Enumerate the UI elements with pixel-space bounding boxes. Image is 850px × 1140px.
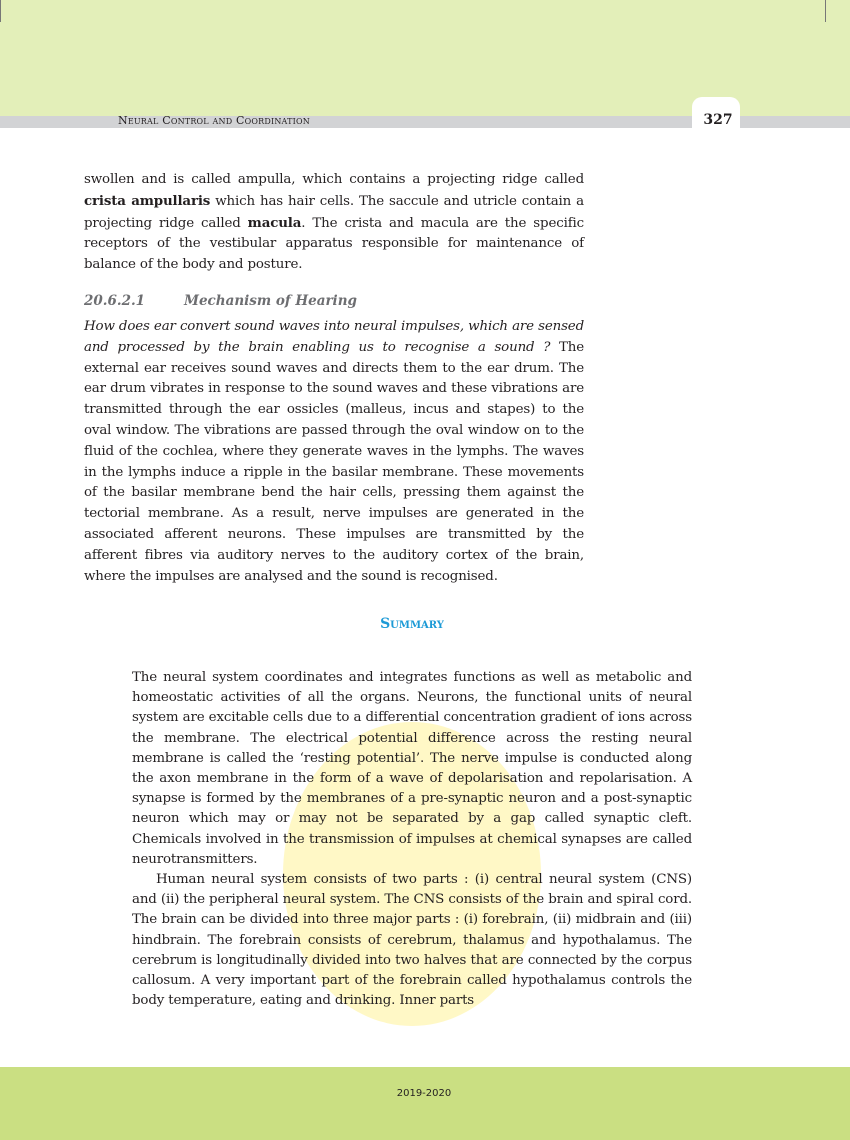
summary-text [132, 668, 692, 1011]
body-paragraph: swollen and is called ampulla, which contains a projecting ridge called crista ampullaris which has hair cells. The saccule and utricle contain a projecting ridge called macula. The crista and macula are the specific receptors of the vestibular apparatus responsible for maintenance of balance of the body and posture. [84, 172, 584, 273]
crop-mark [0, 0, 1, 22]
crop-mark [825, 0, 826, 22]
footer-year: 2019-2020 [396, 1088, 452, 1099]
term-crista-ampullaris: crista ampullaris [84, 192, 211, 209]
page-number: 327 [703, 112, 733, 128]
hearing-paragraph: How does ear convert sound waves into neural impulses, which are sensed and processed by the brain enabling us to recognise a sound ? The external ear receives sound waves and directs them to the ear drum. The ear drum vibrates in response to the sound waves and these vibrations are transmitted through the ear ossicles (malleus, incus and stapes) to the oval window. The vibrations are passed through the oval window on to the fluid of the cochlea, where they generate waves in the lymphs. The waves in the lymphs induce a ripple in the basilar membrane. These movements of the basilar membrane bend the hair cells, pressing them against the tectorial membrane. As a result, nerve impulses are generated in the associated afferent neurons. These impulses are transmitted by the afferent fibres via auditory nerves to the auditory cortex of the brain, where the impulses are analysed and the sound is recognised. [84, 319, 584, 584]
subsection-number: 20.6.2.1 [84, 293, 146, 309]
subsection-title: Mechanism of Hearing [184, 293, 357, 309]
summary-heading: Summary [380, 616, 444, 632]
summary-paragraph-2: Human neural system consists of two parts : (i) central neural system (CNS) and (ii) the peripheral neural system. The CNS consists of the brain and spiral cord. The brain can be divided into three major parts : (i) forebrain, (ii) midbrain and (iii) hindbrain. The forebrain consists of cerebrum, thalamus and hypothalamus. The cerebrum is longitudinally divided into two halves that are connected by the corpus callosum. A very important part of the forebrain called hypothalamus controls the body temperature, eating and drinking. Inner parts [132, 872, 692, 1009]
subsection-heading [84, 291, 584, 311]
question-text: How does ear convert sound waves into neural impulses, which are sensed and processed by the brain enabling us to recognise a sound ? [84, 319, 584, 355]
chapter-title: Neural Control and Coordination [118, 114, 310, 127]
term-macula: macula [247, 214, 302, 231]
summary-paragraph-1: The neural system coordinates and integrates functions as well as metabolic and homeostatic activities of all the organs. Neurons, the functional units of neural system are excitable cells due to a differential concentration gradient of ions across the membrane. The electrical potential difference across the resting neural membrane is called the ‘resting potential’. The nerve impulse is conducted along the axon membrane in the form of a wave of depolarisation and repolarisation. A synapse is formed by the membranes of a pre-synaptic neuron and a post-synaptic neuron which may or may not be separated by a gap called synaptic cleft. Chemicals involved in the transmission of impulses at chemical synapses are called neurotransmitters. [132, 670, 692, 867]
bottom-band [0, 1067, 850, 1140]
